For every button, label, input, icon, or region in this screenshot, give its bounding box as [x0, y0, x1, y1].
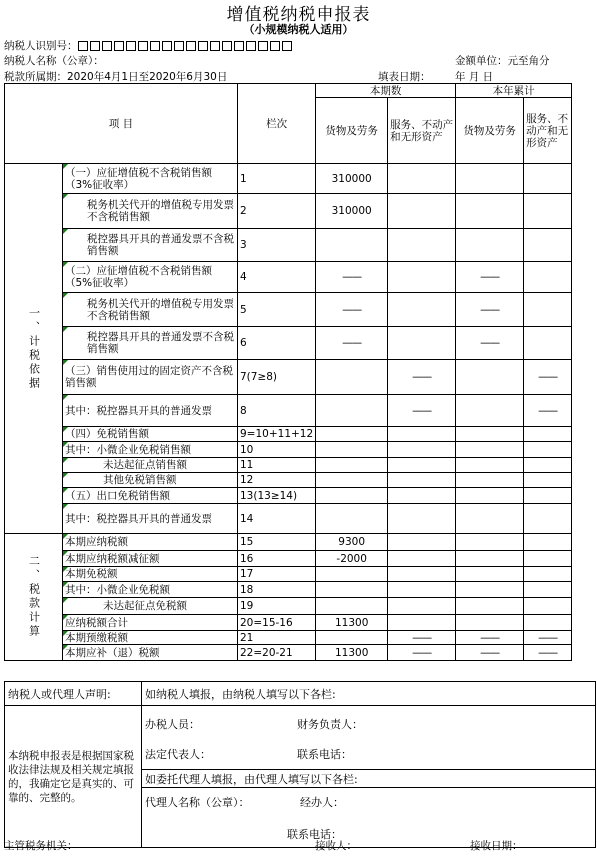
- id-digit-box[interactable]: [270, 41, 280, 51]
- form-subtitle: （小规模纳税人适用）: [243, 23, 354, 36]
- cell-goods[interactable]: [316, 598, 388, 615]
- table-row: [5, 615, 572, 631]
- header-current-period: 本期数: [316, 84, 456, 98]
- id-digit-box[interactable]: [102, 41, 112, 51]
- id-digit-box[interactable]: [186, 41, 196, 51]
- id-digit-box[interactable]: [222, 41, 232, 51]
- row-line-number: 4: [238, 262, 316, 293]
- row-label: 应纳税额合计: [63, 615, 238, 631]
- cell-ytd-goods[interactable]: [456, 567, 524, 582]
- cell-ytd-services[interactable]: ——: [524, 631, 572, 645]
- header-ytd-services: 服务、不动产和无形资产: [524, 98, 572, 164]
- cell-ytd-goods[interactable]: ——: [456, 645, 524, 661]
- row-line-number: 18: [238, 582, 316, 598]
- id-digit-box[interactable]: [114, 41, 124, 51]
- cell-goods[interactable]: ——: [316, 293, 388, 327]
- phone2-label: 联系电话：: [287, 828, 342, 841]
- row-label: 税控器具开具的普通发票不含税销售额: [63, 327, 238, 360]
- row-line-number: 3: [238, 229, 316, 262]
- table-row: [5, 488, 572, 504]
- header-goods: 货物及劳务: [316, 98, 388, 164]
- cell-ytd-services[interactable]: [524, 164, 572, 194]
- cell-ytd-services[interactable]: [524, 262, 572, 293]
- cell-goods[interactable]: [316, 229, 388, 262]
- id-digit-box[interactable]: [258, 41, 268, 51]
- table-row: [5, 164, 572, 194]
- table-row: [5, 631, 572, 645]
- table-row: [5, 645, 572, 661]
- cell-ytd-services[interactable]: ——: [524, 395, 572, 427]
- cell-goods[interactable]: ——: [316, 262, 388, 293]
- row-label: 未达起征点销售额: [63, 458, 238, 473]
- cell-services[interactable]: [388, 442, 456, 458]
- cell-ytd-services[interactable]: [524, 194, 572, 229]
- row-label: 本期应补（退）税额: [63, 645, 238, 661]
- self-fill-fields: [142, 706, 596, 770]
- cell-goods[interactable]: 310000: [316, 194, 388, 229]
- cell-services[interactable]: [388, 534, 456, 551]
- id-digit-box[interactable]: [198, 41, 208, 51]
- cell-goods[interactable]: [316, 458, 388, 473]
- section-label: 一、计税依据: [27, 306, 41, 391]
- tax-period-label: 税款所属期：2020年4月1日至2020年6月30日: [4, 71, 228, 83]
- agent-fill-label: 如委托代理人填报，由代理人填写以下各栏:: [142, 770, 596, 788]
- cell-ytd-goods[interactable]: [456, 551, 524, 567]
- cell-services[interactable]: [388, 615, 456, 631]
- row-label: 其中：小微企业免税额: [63, 582, 238, 598]
- table-row: [5, 395, 572, 427]
- cell-ytd-goods[interactable]: ——: [456, 293, 524, 327]
- amount-unit-label: 金额单位：元至角分: [455, 55, 550, 67]
- cell-goods[interactable]: -2000: [316, 551, 388, 567]
- row-label: 本期预缴税额: [63, 631, 238, 645]
- table-row: [5, 551, 572, 567]
- header-services: 服务、不动产和无形资产: [388, 98, 456, 164]
- cell-ytd-services[interactable]: [524, 229, 572, 262]
- cell-goods[interactable]: [316, 582, 388, 598]
- table-row: [5, 262, 572, 293]
- table-row: [5, 427, 572, 442]
- table-row: [5, 360, 572, 395]
- row-line-number: 2: [238, 194, 316, 229]
- row-line-number: 9=10+11+12: [238, 427, 316, 442]
- cell-goods[interactable]: [316, 504, 388, 534]
- cell-services[interactable]: [388, 229, 456, 262]
- cell-ytd-goods[interactable]: ——: [456, 262, 524, 293]
- receive-date-label: 接收日期：: [470, 840, 523, 852]
- cell-services[interactable]: [388, 427, 456, 442]
- cell-ytd-services[interactable]: [524, 473, 572, 488]
- cell-ytd-goods[interactable]: [456, 442, 524, 458]
- cell-ytd-services[interactable]: [524, 458, 572, 473]
- row-label: 本期应纳税额: [63, 534, 238, 551]
- cell-services[interactable]: [388, 551, 456, 567]
- cell-ytd-goods[interactable]: [456, 427, 524, 442]
- row-line-number: 1: [238, 164, 316, 194]
- table-row: [5, 567, 572, 582]
- row-label: 其中：税控器具开具的普通发票: [63, 504, 238, 534]
- id-digit-box[interactable]: [246, 41, 256, 51]
- row-line-number: 11: [238, 458, 316, 473]
- taxpayer-id-row: [4, 38, 294, 53]
- id-digit-box[interactable]: [162, 41, 172, 51]
- row-line-number: 14: [238, 504, 316, 534]
- cell-services[interactable]: [388, 262, 456, 293]
- cell-services[interactable]: ——: [388, 395, 456, 427]
- cell-ytd-goods[interactable]: [456, 488, 524, 504]
- legal-rep-label: 法定代表人：: [145, 748, 211, 761]
- row-line-number: 21: [238, 631, 316, 645]
- cell-ytd-services[interactable]: ——: [524, 645, 572, 661]
- cell-goods[interactable]: 9300: [316, 534, 388, 551]
- row-line-number: 16: [238, 551, 316, 567]
- cell-services[interactable]: ——: [388, 645, 456, 661]
- section-label: 二、税款计算: [27, 555, 41, 639]
- row-label: （一）应征增值税不含税销售额（3%征收率）: [63, 164, 238, 194]
- cell-services[interactable]: [388, 473, 456, 488]
- row-label: 未达起征点免税额: [63, 598, 238, 615]
- cell-services[interactable]: [388, 293, 456, 327]
- cell-ytd-goods[interactable]: [456, 164, 524, 194]
- cell-ytd-services[interactable]: [524, 567, 572, 582]
- row-line-number: 20=15-16: [238, 615, 316, 631]
- handler-label: 经办人：: [300, 796, 344, 809]
- cell-goods[interactable]: 11300: [316, 645, 388, 661]
- cell-services[interactable]: [388, 164, 456, 194]
- row-label: 税务机关代开的增值税专用发票不含税销售额: [63, 194, 238, 229]
- form-title: 增值税纳税申报表: [226, 5, 371, 25]
- cell-ytd-goods[interactable]: [456, 598, 524, 615]
- id-digit-box[interactable]: [150, 41, 160, 51]
- row-label: （四）免税销售额: [63, 427, 238, 442]
- row-line-number: 7(7≥8): [238, 360, 316, 395]
- tax-officer-label: 办税人员：: [145, 718, 200, 731]
- cell-goods[interactable]: [316, 395, 388, 427]
- row-label: （二）应征增值税不含税销售额（5%征收率）: [63, 262, 238, 293]
- cell-services[interactable]: [388, 458, 456, 473]
- table-row: [5, 194, 572, 229]
- self-fill-label: 如纳税人填报，由纳税人填写以下各栏:: [142, 682, 596, 706]
- id-digit-box[interactable]: [210, 41, 220, 51]
- phone1-label: 联系电话：: [297, 748, 352, 761]
- row-line-number: 22=20-21: [238, 645, 316, 661]
- cell-goods[interactable]: [316, 473, 388, 488]
- taxpayer-id-boxes[interactable]: [78, 40, 294, 52]
- cell-ytd-services[interactable]: ——: [524, 360, 572, 395]
- cell-ytd-services[interactable]: [524, 582, 572, 598]
- cell-services[interactable]: [388, 327, 456, 360]
- id-digit-box[interactable]: [234, 41, 244, 51]
- table-row: [5, 327, 572, 360]
- cell-services[interactable]: [388, 598, 456, 615]
- table-row: [5, 229, 572, 262]
- id-digit-box[interactable]: [90, 41, 100, 51]
- tax-return-table: [4, 83, 572, 661]
- cell-ytd-services[interactable]: [524, 551, 572, 567]
- cell-goods[interactable]: [316, 442, 388, 458]
- header-item: 项 目: [5, 84, 238, 164]
- taxpayer-id-label: 纳税人识别号：: [4, 40, 78, 52]
- cell-ytd-goods[interactable]: [456, 615, 524, 631]
- section-tax-calc: [5, 534, 63, 661]
- cell-ytd-goods[interactable]: [456, 458, 524, 473]
- cell-ytd-goods[interactable]: [456, 582, 524, 598]
- row-line-number: 17: [238, 567, 316, 582]
- row-line-number: 12: [238, 473, 316, 488]
- cell-ytd-goods[interactable]: [456, 229, 524, 262]
- cell-ytd-goods[interactable]: [456, 534, 524, 551]
- cell-ytd-goods[interactable]: [456, 360, 524, 395]
- cell-services[interactable]: ——: [388, 631, 456, 645]
- cell-ytd-services[interactable]: [524, 488, 572, 504]
- declaration-table: [4, 681, 596, 848]
- finance-head-label: 财务负责人：: [297, 718, 363, 731]
- cell-goods[interactable]: 310000: [316, 164, 388, 194]
- row-label: 其他免税销售额: [63, 473, 238, 488]
- cell-ytd-services[interactable]: [524, 427, 572, 442]
- table-row: [5, 458, 572, 473]
- tax-office-label: 主管税务机关：: [4, 840, 78, 852]
- cell-ytd-services[interactable]: [524, 598, 572, 615]
- row-label: （五）出口免税销售额: [63, 488, 238, 504]
- row-label: 本期免税额: [63, 567, 238, 582]
- cell-ytd-goods[interactable]: [456, 473, 524, 488]
- taxpayer-name-label: 纳税人名称（公章）：: [4, 55, 104, 67]
- cell-services[interactable]: [388, 582, 456, 598]
- row-line-number: 10: [238, 442, 316, 458]
- id-digit-box[interactable]: [282, 41, 292, 51]
- row-label: 税务机关代开的增值税专用发票不含税销售额: [63, 293, 238, 327]
- row-label: 税控器具开具的普通发票不含税销售额: [63, 229, 238, 262]
- agent-fill-fields: [142, 788, 596, 848]
- row-line-number: 8: [238, 395, 316, 427]
- declarant-label: 纳税人或代理人声明:: [5, 682, 142, 706]
- cell-ytd-services[interactable]: [524, 442, 572, 458]
- cell-ytd-goods[interactable]: [456, 504, 524, 534]
- table-row: [5, 598, 572, 615]
- fill-date-value: 年 月 日: [455, 71, 494, 83]
- cell-ytd-goods[interactable]: [456, 395, 524, 427]
- row-label: 其中：小微企业免税销售额: [63, 442, 238, 458]
- cell-ytd-services[interactable]: [524, 504, 572, 534]
- row-line-number: 5: [238, 293, 316, 327]
- row-line-number: 6: [238, 327, 316, 360]
- header-line: 栏次: [238, 84, 316, 164]
- header-ytd: 本年累计: [456, 84, 572, 98]
- row-line-number: 19: [238, 598, 316, 615]
- cell-goods[interactable]: [316, 631, 388, 645]
- id-digit-box[interactable]: [126, 41, 136, 51]
- cell-ytd-goods[interactable]: ——: [456, 631, 524, 645]
- row-line-number: 15: [238, 534, 316, 551]
- cell-services[interactable]: [388, 567, 456, 582]
- header-ytd-goods: 货物及劳务: [456, 98, 524, 164]
- row-label: 其中：税控器具开具的普通发票: [63, 395, 238, 427]
- table-row: [5, 442, 572, 458]
- agent-name-label: 代理人名称（公章）：: [145, 796, 250, 809]
- row-line-number: 13(13≥14): [238, 488, 316, 504]
- cell-services[interactable]: [388, 504, 456, 534]
- row-label: （三）销售使用过的固定资产不含税销售额: [63, 360, 238, 395]
- cell-goods[interactable]: 11300: [316, 615, 388, 631]
- cell-ytd-services[interactable]: [524, 615, 572, 631]
- table-row: [5, 534, 572, 551]
- declaration-statement: 本纳税申报表是根据国家税收法律法规及相关规定填报的，我确定它是真实的、可靠的、完整的。: [5, 706, 142, 848]
- table-row: [5, 582, 572, 598]
- receiver-label: 接收人：: [315, 840, 357, 852]
- cell-services[interactable]: [388, 488, 456, 504]
- id-digit-box[interactable]: [174, 41, 184, 51]
- cell-ytd-goods[interactable]: [456, 194, 524, 229]
- cell-goods[interactable]: ——: [316, 327, 388, 360]
- cell-services[interactable]: [388, 194, 456, 229]
- id-digit-box[interactable]: [78, 41, 88, 51]
- cell-goods[interactable]: [316, 427, 388, 442]
- table-row: [5, 293, 572, 327]
- cell-goods[interactable]: [316, 360, 388, 395]
- row-label: 本期应纳税额减征额: [63, 551, 238, 567]
- cell-goods[interactable]: [316, 567, 388, 582]
- cell-goods[interactable]: [316, 488, 388, 504]
- cell-services[interactable]: ——: [388, 360, 456, 395]
- cell-ytd-goods[interactable]: ——: [456, 327, 524, 360]
- section-basis: [5, 164, 63, 534]
- cell-ytd-services[interactable]: [524, 327, 572, 360]
- table-row: [5, 473, 572, 488]
- fill-date-label: 填表日期：: [378, 71, 431, 83]
- cell-ytd-services[interactable]: [524, 293, 572, 327]
- id-digit-box[interactable]: [138, 41, 148, 51]
- cell-ytd-services[interactable]: [524, 534, 572, 551]
- table-row: [5, 504, 572, 534]
